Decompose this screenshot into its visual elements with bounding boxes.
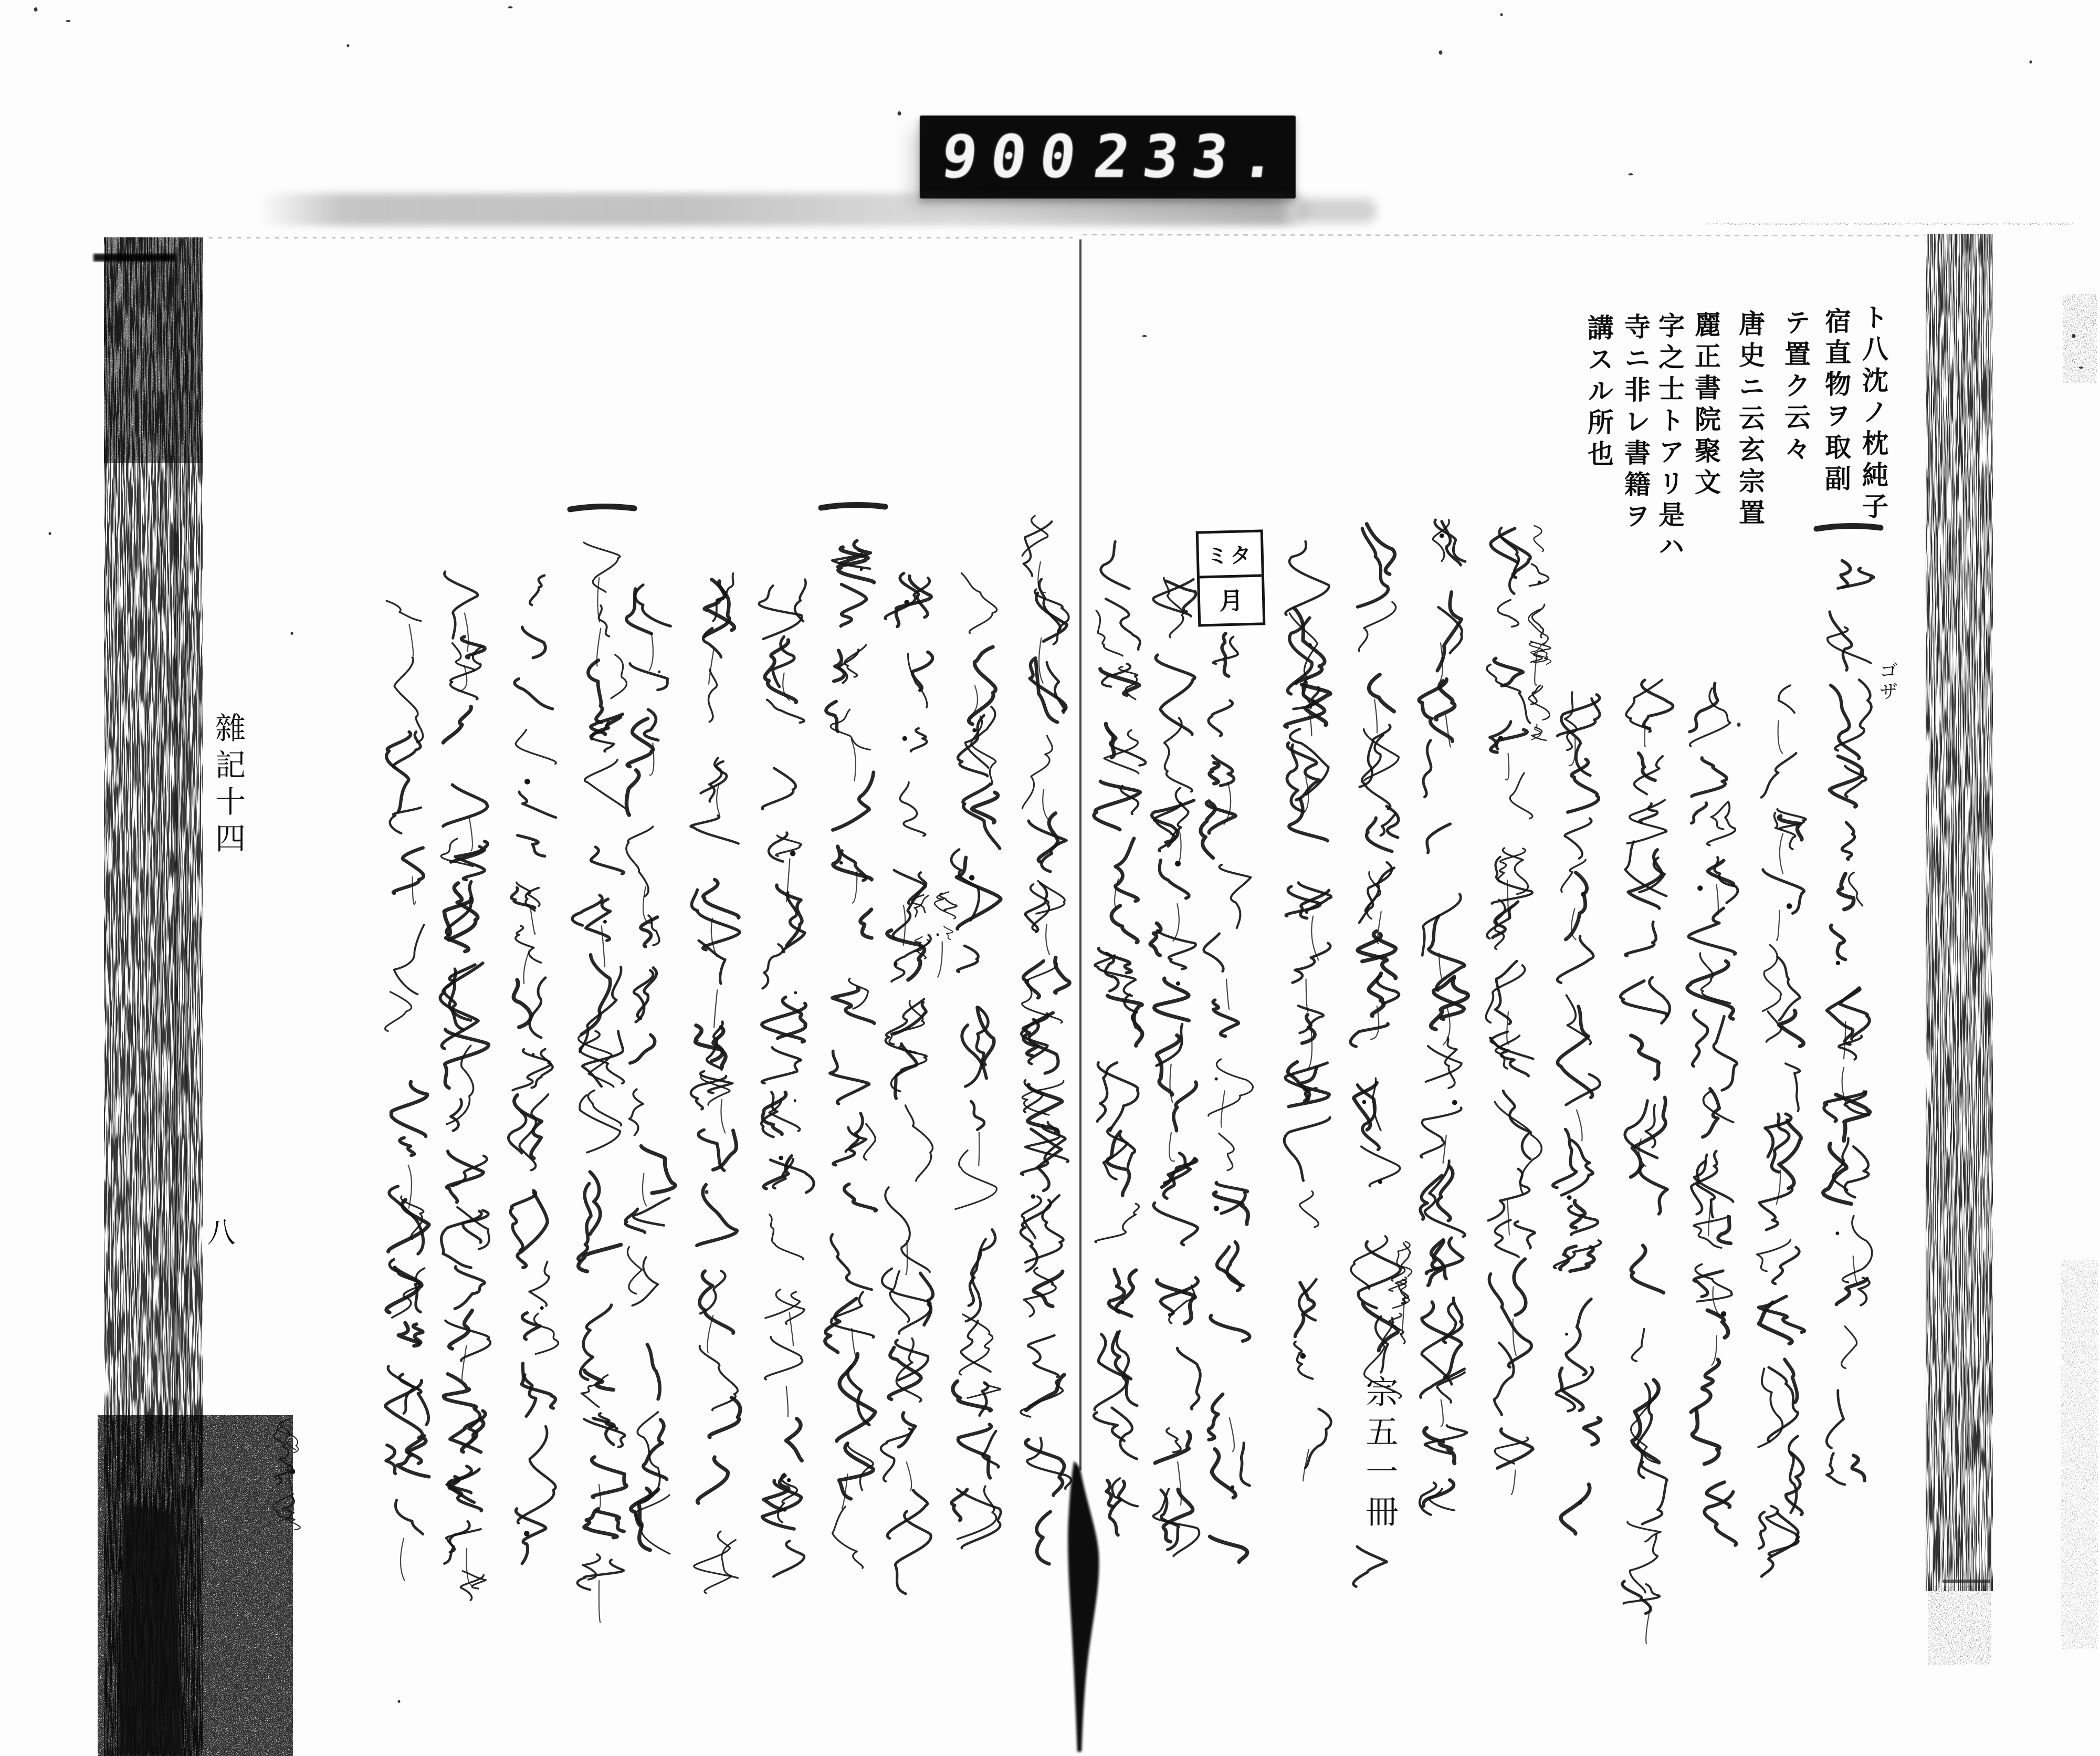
handwritten-column [1389, 1241, 1412, 1343]
kanbun-annotation-column: 字之士トアリ是ハ [1654, 312, 1685, 564]
counter-digits-right: 233. [1090, 123, 1295, 191]
handwritten-column [385, 601, 429, 1581]
counter-digits-left: 900 [938, 123, 1094, 191]
handwritten-column [1201, 633, 1253, 1562]
handwritten-column [1150, 578, 1200, 1556]
top-right-dotted-edge [1706, 223, 2074, 225]
handwritten-column [951, 573, 1001, 1549]
top-left-edge-bar [93, 254, 176, 262]
spine-shadow-wedge [1068, 1461, 1099, 1752]
kanbun-annotation-column: 宿直物ヲ取副 [1821, 307, 1852, 496]
page-number: 八 [203, 1217, 236, 1246]
edge-streak [160, 263, 162, 1733]
correction-box-bottom-cell: 月 [1219, 586, 1244, 615]
furigana-goza: ゴザ [1876, 661, 1898, 703]
page-corner-tick [1942, 1580, 1990, 1583]
right-fore-edge-texture [1926, 234, 1993, 1591]
handwritten-column [1419, 520, 1468, 1515]
volume-label: 雜記十四 [210, 712, 246, 859]
handwritten-column [1553, 692, 1601, 1534]
scan-smudge-wisp [1298, 198, 1377, 223]
handwritten-column [1021, 516, 1071, 1564]
left-binding-edge-top [104, 237, 203, 463]
edge-streak [174, 247, 178, 1756]
handwritten-column [1816, 526, 1881, 1485]
kanbun-annotation-column: 麗正書院聚文 [1690, 311, 1721, 500]
margin-specks [2063, 294, 2097, 383]
spine-gutter-line [1079, 239, 1082, 1470]
handwritten-column [509, 576, 559, 1564]
margin-specks [2061, 1260, 2098, 1649]
edge-streak [185, 247, 187, 1756]
scan-smudge-band [257, 193, 1312, 226]
scan-specks [34, 6, 2084, 1703]
kanbun-annotation-column: 唐史ニ云玄宗置 [1735, 310, 1766, 530]
handwritten-column [1621, 680, 1673, 1644]
handwritten-column [881, 573, 933, 1594]
handwritten-column [1486, 528, 1541, 1494]
handwritten-column [1529, 526, 1551, 740]
kanbun-annotation-column: ト八沈ノ枕純子 [1858, 304, 1889, 524]
correction-box [1196, 529, 1266, 626]
kanbun-annotation-column: テ置ク云々 [1780, 309, 1811, 466]
handwritten-column [440, 572, 490, 1601]
handwritten-column [1687, 683, 1738, 1545]
right-fore-edge-fade [1928, 1586, 1991, 1665]
handwritten-column [821, 505, 885, 1568]
handwritten-column [759, 580, 814, 1577]
right-page-top-edge [1083, 235, 1925, 236]
legible-fragment: 宗五一冊 [1360, 1375, 1399, 1534]
handwritten-column [1757, 685, 1806, 1576]
handwritten-column [1284, 541, 1331, 1481]
handwritten-column [1094, 541, 1146, 1535]
handwritten-column [570, 506, 634, 1622]
correction-box-top-cell: ミタ [1199, 532, 1262, 578]
kanbun-annotation-column: 寺ニ非レ書籍ヲ [1620, 313, 1651, 534]
microfilm-frame-counter [920, 116, 1296, 198]
handwritten-column [625, 585, 675, 1554]
kanbun-annotation-column: 講スル所也 [1583, 314, 1614, 472]
handwritten-column [934, 892, 957, 977]
handwritten-column [691, 573, 740, 1593]
